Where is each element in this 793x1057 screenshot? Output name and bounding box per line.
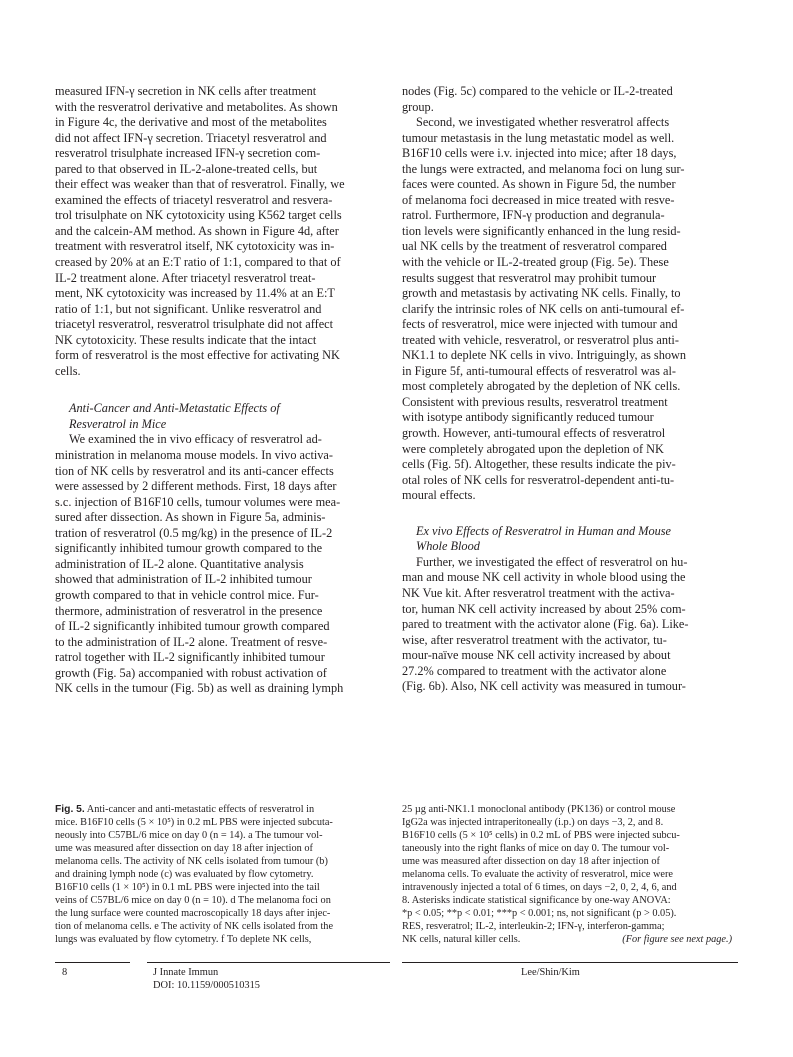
- text-line: ratrol. Furthermore, IFN-γ production and degranula-: [402, 208, 665, 223]
- text-line: NK cells in the tumour (Fig. 5b) as well as draining lymph: [55, 681, 344, 696]
- text-line: creased by 20% at an E:T ratio of 1:1, compared to that of: [55, 255, 341, 270]
- text-line: faces were counted. As shown in Figure 5d, the number: [402, 177, 676, 192]
- caption-line: RES, resveratrol; IL-2, interleukin-2; IFN-γ, interferon-gamma;: [402, 920, 665, 932]
- text-line: results suggest that resveratrol may prohibit tumour: [402, 270, 657, 285]
- footer-rule: [55, 962, 130, 963]
- caption-line: veins of C57BL/6 mice on day 0 (n = 10). d The melanoma foci on: [55, 894, 331, 906]
- text-line: man and mouse NK cell activity in whole blood using the: [402, 570, 686, 585]
- continued-note: (For figure see next page.): [622, 933, 732, 945]
- text-line: form of resveratrol is the most effective for activating NK: [55, 348, 340, 363]
- text-line: Further, we investigated the effect of resveratrol on hu-: [416, 554, 688, 569]
- text-line: triacetyl resveratrol, resveratrol trisulphate did not affect: [55, 317, 334, 332]
- text-line: Second, we investigated whether resveratrol affects: [416, 115, 670, 130]
- text-line: the lungs were extracted, and melanoma foci on lung sur-: [402, 161, 685, 176]
- caption-line: [402, 934, 738, 947]
- text-line: tion of NK cells by resveratrol and its anti-cancer effects: [55, 463, 334, 478]
- text-line: B16F10 cells were i.v. injected into mice; after 18 days,: [402, 146, 677, 161]
- text-line: We examined the in vivo efficacy of resveratrol ad-: [69, 432, 322, 447]
- caption-text: Anti-cancer and anti-metastatic effects of resveratrol in: [86, 804, 315, 815]
- text-line: trol trisulphate on NK cytotoxicity using K562 target cells: [55, 208, 342, 223]
- text-line: moural effects.: [402, 488, 476, 503]
- right-paragraph-2: [402, 115, 738, 504]
- heading-line: Resveratrol in Mice: [69, 416, 167, 431]
- text-line: ment, NK cytotoxicity was increased by 11.4% at an E:T: [55, 286, 335, 301]
- text-line: clarify the intrinsic roles of NK cells on anti-tumoural ef-: [402, 301, 685, 316]
- caption-line: intravenously injected a total of 6 times, on days −2, 0, 2, 4, 6, and: [402, 881, 677, 893]
- left-paragraph-1: [55, 84, 391, 379]
- text-line: tration of resveratrol (0.5 mg/kg) in the presence of IL-2: [55, 525, 333, 540]
- text-line: of IL-2 significantly inhibited tumour growth compared: [55, 619, 330, 634]
- caption-line: ume was measured after dissection on day 18 after injection of: [402, 855, 660, 867]
- text-line: ratrol together with IL-2 significantly inhibited tumour: [55, 650, 325, 665]
- section-heading-ex-vivo: [402, 524, 738, 555]
- text-line: (Fig. 6b). Also, NK cell activity was measured in tumour-: [402, 679, 686, 694]
- text-line: measured IFN-γ secretion in NK cells after treatment: [55, 84, 317, 98]
- caption-line: tion of melanoma cells. e The activity of NK cells isolated from the: [55, 920, 334, 932]
- figure-caption-right: [402, 804, 738, 946]
- right-paragraph-3: [402, 555, 738, 695]
- text-line: sured after dissection. As shown in Figure 5a, adminis-: [55, 510, 326, 525]
- text-line: fects of resveratrol, mice were injected with tumour and: [402, 317, 678, 332]
- right-column: [402, 84, 738, 695]
- text-line: tor, human NK cell activity increased by about 25% com-: [402, 601, 686, 616]
- text-line: growth and metastasis by activating NK cells. Finally, to: [402, 286, 681, 301]
- text-line: nodes (Fig. 5c) compared to the vehicle or IL-2-treated: [402, 84, 673, 98]
- caption-line: [55, 804, 391, 817]
- caption-line: mice. B16F10 cells (5 × 10⁵) in 0.2 mL PBS were injected subcuta-: [55, 816, 333, 828]
- doi-text: DOI: 10.1159/000510315: [153, 980, 260, 991]
- text-line: otal roles of NK cells for resveratrol-dependent anti-tu-: [402, 472, 675, 487]
- text-line: pared to that observed in IL-2-alone-treated cells, but: [55, 161, 318, 176]
- left-column: [55, 84, 391, 697]
- text-line: tion levels were significantly enhanced in the lung resid-: [402, 223, 681, 238]
- caption-line: neously into C57BL/6 mice on day 0 (n = 14). a The tumour vol-: [55, 829, 323, 841]
- heading-line: Whole Blood: [416, 539, 480, 554]
- caption-line: B16F10 cells (5 × 10⁵ cells) in 0.2 mL of PBS were injected subcu-: [402, 829, 680, 841]
- text-line: NK1.1 to deplete NK cells in vivo. Intriguingly, as shown: [402, 348, 687, 363]
- heading-line: Ex vivo Effects of Resveratrol in Human and Mouse: [416, 523, 671, 538]
- caption-line: 25 µg anti-NK1.1 monoclonal antibody (PK136) or control mouse: [402, 804, 676, 815]
- text-line: growth compared to that in vehicle control mice. Fur-: [55, 587, 319, 602]
- page-number: 8: [62, 967, 68, 978]
- text-line: to the administration of IL-2 alone. Treatment of resve-: [55, 634, 328, 649]
- text-line: NK cytotoxicity. These results indicate that the intact: [55, 332, 317, 347]
- caption-line: *p < 0.05; **p < 0.01; ***p < 0.001; ns, not significant (p > 0.05).: [402, 907, 677, 919]
- text-line: in Figure 4c, the derivative and most of the metabolites: [55, 115, 327, 130]
- text-line: cells.: [55, 363, 81, 378]
- caption-text: NK cells, natural killer cells.: [402, 933, 521, 945]
- text-line: did not affect IFN-γ secretion. Triacetyl resveratrol and: [55, 130, 327, 145]
- text-line: ratio of 1:1, but not significant. Unlike resveratrol and: [55, 301, 322, 316]
- heading-line: Anti-Cancer and Anti-Metastatic Effects of: [69, 401, 280, 416]
- figure-caption-left: [55, 804, 391, 946]
- text-line: treatment with resveratrol itself, NK cytotoxicity was in-: [55, 239, 335, 254]
- caption-line: IgG2a was injected intraperitoneally (i.p.) on days −3, 2, and 8.: [402, 816, 664, 828]
- caption-line: lungs was evaluated by flow cytometry. f To deplete NK cells,: [55, 933, 312, 945]
- caption-line: melanoma cells. To evaluate the activity of resveratrol, mice were: [402, 868, 673, 880]
- text-line: tumour metastasis in the lung metastatic model as well.: [402, 130, 675, 145]
- text-line: pared to treatment with the activator alone (Fig. 6a). Like-: [402, 617, 689, 632]
- text-line: growth. However, anti-tumoural effects of resveratrol: [402, 426, 666, 441]
- text-line: treated with vehicle, resveratrol, or resveratrol plus anti-: [402, 332, 679, 347]
- caption-line: melanoma cells. The activity of NK cells isolated from tumour (b): [55, 855, 328, 867]
- text-line: showed that administration of IL-2 inhibited tumour: [55, 572, 312, 587]
- text-line: 27.2% compared to treatment with the activator alone: [402, 663, 667, 678]
- text-line: group.: [402, 99, 434, 114]
- text-line: wise, after resveratrol treatment with the activator, tu-: [402, 632, 667, 647]
- text-line: IL-2 treatment alone. After triacetyl resveratrol treat-: [55, 270, 316, 285]
- running-authors: Lee/Shin/Kim: [521, 967, 580, 978]
- text-line: ministration in melanoma mouse models. In vivo activa-: [55, 448, 333, 463]
- text-line: their effect was weaker than that of resveratrol. Finally, we: [55, 177, 345, 192]
- text-line: most completely abrogated by the depletion of NK cells.: [402, 379, 681, 394]
- footer-rule: [147, 962, 390, 963]
- text-line: with isotype antibody significantly reduced tumour: [402, 410, 654, 425]
- text-line: significantly inhibited tumour growth compared to the: [55, 541, 323, 556]
- journal-name: J Innate Immun: [153, 967, 219, 978]
- text-line: NK Vue kit. After resveratrol treatment with the activa-: [402, 585, 675, 600]
- text-line: in Figure 5f, anti-tumoural effects of resveratrol was al-: [402, 363, 676, 378]
- text-line: and the calcein-AM method. As shown in Figure 4d, after: [55, 223, 339, 238]
- caption-line: 8. Asterisks indicate statistical significance by one-way ANOVA:: [402, 894, 671, 906]
- caption-line: the lung surface were counted macroscopically 18 days after injec-: [55, 907, 331, 919]
- text-line: mour-naïve mouse NK cell activity increased by about: [402, 648, 671, 663]
- text-line: s.c. injection of B16F10 cells, tumour volumes were mea-: [55, 494, 341, 509]
- text-line: were assessed by 2 different methods. First, 18 days after: [55, 479, 337, 494]
- caption-line: taneously into the right flanks of mice on day 0. The tumour vol-: [402, 842, 670, 854]
- text-line: resveratrol trisulphate increased IFN-γ secretion com-: [55, 146, 321, 161]
- text-line: were completely abrogated upon the depletion of NK: [402, 441, 664, 456]
- text-line: ual NK cells by the treatment of resveratrol compared: [402, 239, 667, 254]
- text-line: with the resveratrol derivative and metabolites. As shown: [55, 99, 338, 114]
- caption-line: and draining lymph node (c) was evaluated by flow cytometry.: [55, 868, 314, 880]
- caption-line: B16F10 cells (1 × 10⁵) in 0.1 mL PBS were injected into the tail: [55, 881, 320, 893]
- text-line: of melanoma foci decreased in mice treated with resve-: [402, 192, 675, 207]
- caption-line: ume was measured after dissection on day 18 after injection of: [55, 842, 313, 854]
- section-heading-anti-cancer: [55, 401, 391, 432]
- text-line: with the vehicle or IL-2-treated group (Fig. 5e). These: [402, 255, 669, 270]
- text-line: growth (Fig. 5a) accompanied with robust activation of: [55, 665, 327, 680]
- text-line: cells (Fig. 5f). Altogether, these results indicate the piv-: [402, 457, 676, 472]
- figure-label: Fig. 5.: [55, 804, 85, 815]
- text-line: Consistent with previous results, resveratrol treatment: [402, 394, 668, 409]
- right-paragraph-1: [402, 84, 738, 115]
- text-line: administration of IL-2 alone. Quantitative analysis: [55, 556, 304, 571]
- left-paragraph-2: [55, 432, 391, 696]
- text-line: examined the effects of triacetyl resveratrol and resvera-: [55, 192, 333, 207]
- text-line: thermore, administration of resveratrol in the presence: [55, 603, 323, 618]
- footer-rule: [402, 962, 738, 963]
